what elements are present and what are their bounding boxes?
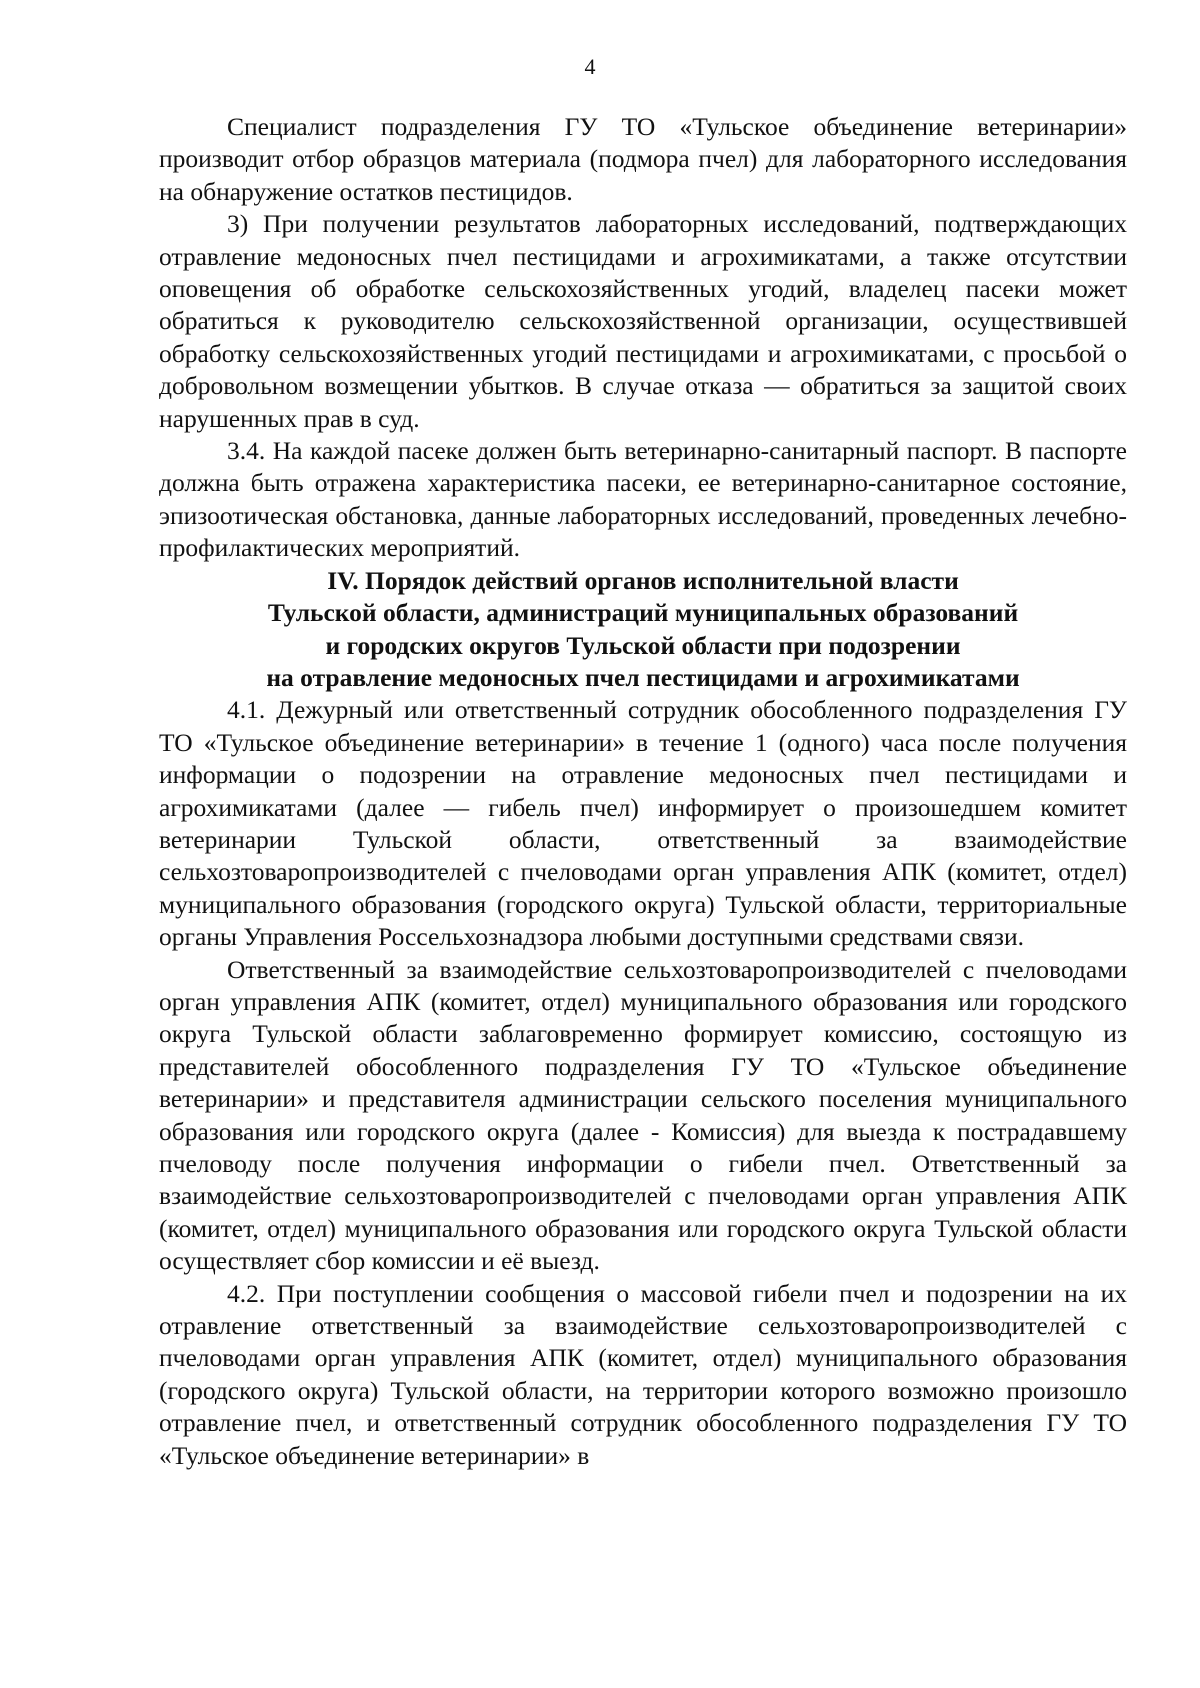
- paragraph-4-1-notification: 4.1. Дежурный или ответственный сотрудник обособленного подразделения ГУ ТО «Тульское объединение ветеринарии» в течение 1 (одного) часа после получения информации о подозрении на отравление медоносных пчел пестицидами и агрохимикатами (далее — гибель пчел) информирует о произошедшем комитет ветеринарии Тульской области, ответственный за взаимодействие сельхозтоваропроизводителей с пчеловодами орган управления АПК (комитет, отдел) муниципального образования (городского округа) Тульской области, территориальные органы Управления Россельхознадзора любыми доступными средствами связи.: [159, 695, 1127, 952]
- section-heading-line: и городских округов Тульской области при подозрении: [325, 630, 961, 660]
- document-body: [159, 111, 1127, 1472]
- page-number: 4: [584, 54, 596, 79]
- section-heading-line: IV. Порядок действий органов исполнительной власти: [327, 565, 959, 595]
- paragraph-specialist-sampling: Специалист подразделения ГУ ТО «Тульское объединение ветеринарии» производит отбор образцов материала (подмора пчел) для лабораторного исследования на обнаружение остатков пестицидов.: [159, 112, 1127, 206]
- section-heading-iv: [159, 565, 1127, 695]
- paragraph-4-2-mass-death: 4.2. При поступлении сообщения о массовой гибели пчел и подозрении на их отравление ответственный за взаимодействие сельхозтоваропроизводителей с пчеловодами орган управления АПК (комитет, отдел) муниципального образования (городского округа) Тульской области, на территории которого возможно произошло отравление пчел, и ответственный сотрудник обособленного подразделения ГУ ТО «Тульское объединение ветеринарии» в: [159, 1278, 1127, 1470]
- paragraph-3-4-apiary-passport: 3.4. На каждой пасеке должен быть ветеринарно-санитарный паспорт. В паспорте должна быть отражена характеристика пасеки, ее ветеринарно-санитарное состояние, эпизоотическая обстановка, данные лабораторных исследований, проведенных лечебно-профилактических мероприятий.: [159, 436, 1127, 563]
- section-heading-line: на отравление медоносных пчел пестицидами и агрохимикатами: [266, 662, 1020, 692]
- paragraph-commission-formation: Ответственный за взаимодействие сельхозтоваропроизводителей с пчеловодами орган управления АПК (комитет, отдел) муниципального образования или городского округа Тульской области заблаговременно формирует комиссию, состоящую из представителей обособленного подразделения ГУ ТО «Тульское объединение ветеринарии» и представителя администрации сельского поселения муниципального образования или городского округа (далее - Комиссия) для выезда к пострадавшему пчеловоду после получения информации о гибели пчел. Ответственный за взаимодействие сельхозтоваропроизводителей с пчеловодами орган управления АПК (комитет, отдел) муниципального образования или городского округа Тульской области осуществляет сбор комиссии и её выезд.: [159, 954, 1127, 1276]
- paragraph-lab-results-compensation: 3) При получении результатов лабораторных исследований, подтверждающих отравление медоносных пчел пестицидами и агрохимикатами, а также отсутствии оповещения об обработке сельскохозяйственных угодий, владелец пасеки может обратиться к руководителю сельскохозяйственной организации, осуществившей обработку сельскохозяйственных угодий пестицидами и агрохимикатами, с просьбой о добровольном возмещении убытков. В случае отказа — обратиться за защитой своих нарушенных прав в суд.: [159, 209, 1127, 433]
- section-heading-line: Тульской области, администраций муниципальных образований: [267, 598, 1019, 628]
